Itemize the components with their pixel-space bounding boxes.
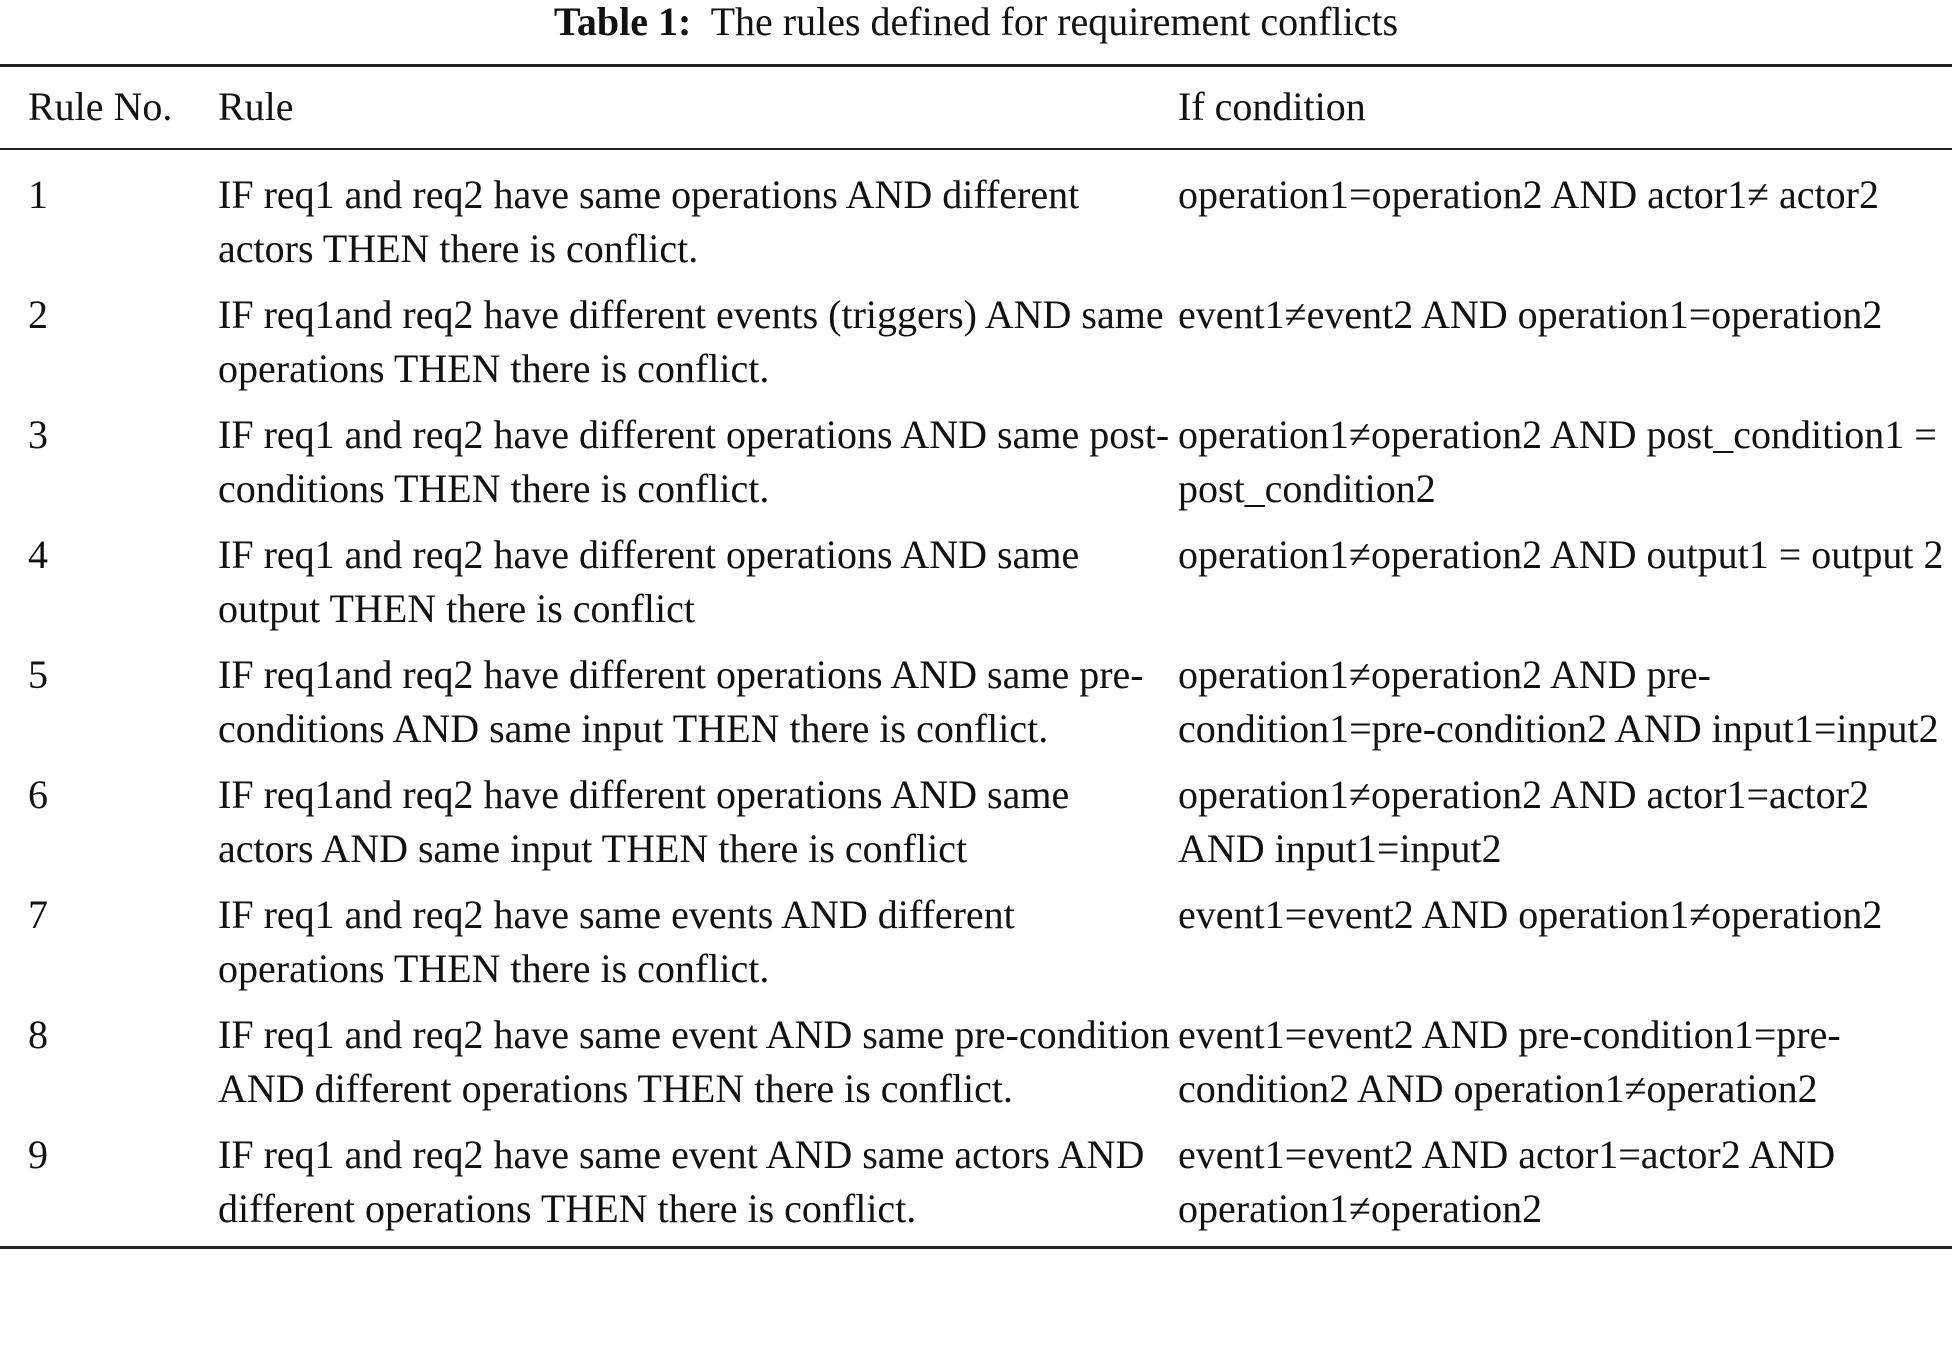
rule-number: 5 bbox=[28, 652, 48, 697]
rule-condition: operation1≠operation2 AND output1 = output 2 bbox=[1178, 532, 1944, 577]
table-row bbox=[0, 648, 1952, 768]
rule-condition: operation1≠operation2 AND post_condition1 = post_condition2 bbox=[1178, 412, 1937, 511]
table-row bbox=[0, 408, 1952, 528]
rule-condition: event1≠event2 AND operation1=operation2 bbox=[1178, 292, 1883, 337]
rule-number: 4 bbox=[28, 532, 48, 577]
rule-text: IF req1and req2 have different events (triggers) AND same operations THEN there is conflict. bbox=[218, 292, 1164, 391]
rule-condition: operation1=operation2 AND actor1≠ actor2 bbox=[1178, 172, 1879, 217]
caption-label: Table 1: bbox=[553, 0, 692, 44]
rule-number: 2 bbox=[28, 292, 48, 337]
rule-text: IF req1and req2 have different operations AND same pre-conditions AND same input THEN there is conflict. bbox=[218, 652, 1144, 751]
rule-number: 6 bbox=[28, 772, 48, 817]
rule-condition: event1=event2 AND operation1≠operation2 bbox=[1178, 892, 1883, 937]
rule-text: IF req1 and req2 have same operations AND different actors THEN there is conflict. bbox=[218, 172, 1080, 271]
rule-text: IF req1and req2 have different operations AND same actors AND same input THEN there is conflict bbox=[218, 772, 1070, 871]
rule-number: 9 bbox=[28, 1132, 48, 1177]
rule-text: IF req1 and req2 have same events AND different operations THEN there is conflict. bbox=[218, 892, 1015, 991]
rule-text: IF req1 and req2 have same event AND same actors AND different operations THEN there is conflict. bbox=[218, 1132, 1145, 1231]
table-row bbox=[0, 1128, 1952, 1248]
table-row bbox=[0, 1008, 1952, 1128]
rule-condition: event1=event2 AND pre-condition1=pre- condition2 AND operation1≠operation2 bbox=[1178, 1012, 1841, 1111]
rule-condition: event1=event2 AND actor1=actor2 AND operation1≠operation2 bbox=[1178, 1132, 1836, 1231]
header-row bbox=[0, 66, 1952, 150]
table-row bbox=[0, 768, 1952, 888]
header-condition: If condition bbox=[1178, 66, 1952, 150]
rule-number: 3 bbox=[28, 412, 48, 457]
table-caption bbox=[0, 0, 1952, 44]
table-row bbox=[0, 149, 1952, 288]
rules-table bbox=[0, 64, 1952, 1249]
rule-text: IF req1 and req2 have same event AND same pre-condition AND different operations THEN there is conflict. bbox=[218, 1012, 1170, 1111]
rule-number: 8 bbox=[28, 1012, 48, 1057]
rule-condition: operation1≠operation2 AND actor1=actor2 AND input1=input2 bbox=[1178, 772, 1869, 871]
rule-number: 1 bbox=[28, 172, 48, 217]
header-rule: Rule bbox=[218, 66, 1178, 150]
table-row bbox=[0, 288, 1952, 408]
caption-text: The rules defined for requirement conflicts bbox=[710, 0, 1399, 44]
table-row bbox=[0, 888, 1952, 1008]
rule-number: 7 bbox=[28, 892, 48, 937]
rule-condition: operation1≠operation2 AND pre-condition1=pre-condition2 AND input1=input2 bbox=[1178, 652, 1939, 751]
rule-text: IF req1 and req2 have different operations AND same post-conditions THEN there is conflict. bbox=[218, 412, 1170, 511]
rule-text: IF req1 and req2 have different operations AND same output THEN there is conflict bbox=[218, 532, 1080, 631]
table-row bbox=[0, 528, 1952, 648]
header-rule-no: Rule No. bbox=[0, 66, 218, 150]
